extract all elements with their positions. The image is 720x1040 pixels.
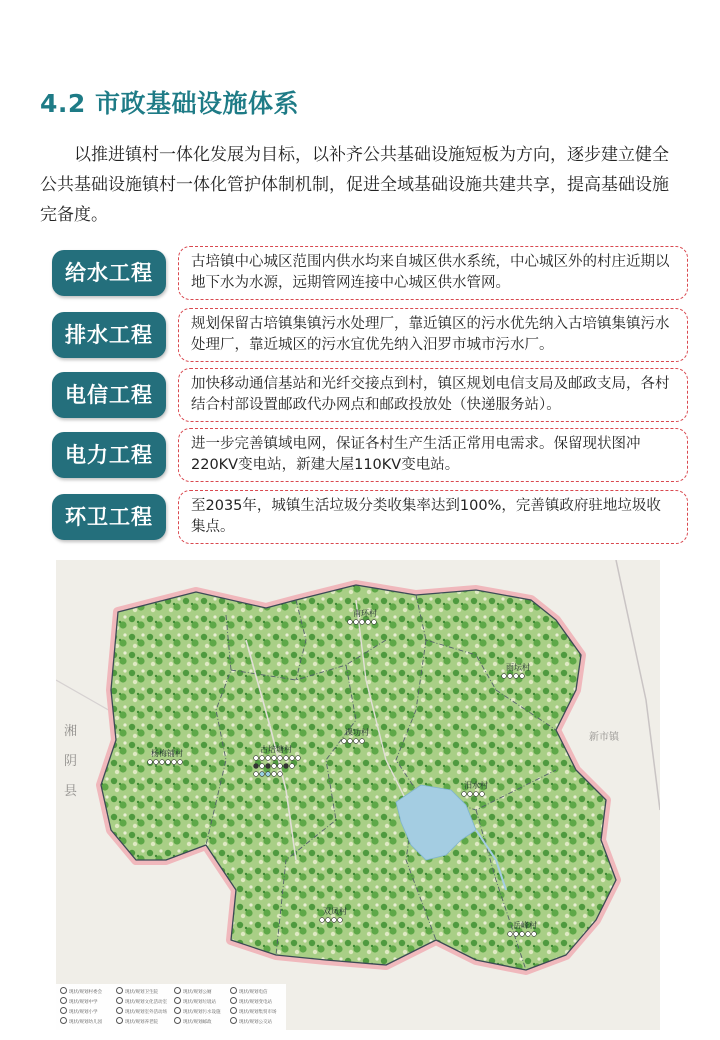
legend-swatch	[60, 987, 67, 994]
legend-item: 现状/规划村委会	[60, 987, 102, 996]
legend-swatch	[230, 1017, 237, 1024]
legend-swatch	[116, 1007, 123, 1014]
village-label: 岳峰村	[513, 921, 537, 930]
legend-swatch	[60, 1017, 67, 1024]
legend-item: 现状/规划小学	[60, 1007, 98, 1016]
facility-markers	[348, 620, 377, 625]
village-label: 雨坛村	[506, 663, 530, 672]
facility-markers	[508, 932, 537, 937]
legend-swatch	[116, 987, 123, 994]
legend-item: 现状/规划邮政	[174, 1017, 212, 1026]
item-tag: 给水工程	[52, 250, 166, 296]
legend-swatch	[174, 1007, 181, 1014]
legend-item: 现状/规划幼儿园	[60, 1017, 102, 1026]
item-sanitation	[52, 490, 688, 544]
legend-swatch	[230, 1007, 237, 1014]
item-description: 古培镇中心城区范围内供水均来自城区供水系统，中心城区外的村庄近期以地下水为水源，远期管网连接中心城区供水管网。	[178, 246, 688, 300]
legend-item: 现状/规划文化活动室	[116, 997, 167, 1006]
item-tag: 电信工程	[52, 372, 166, 418]
outside-label: 新市镇	[589, 732, 619, 743]
legend-swatch	[116, 997, 123, 1004]
item-description: 至2035年，城镇生活垃圾分类收集率达到100%，完善镇政府驻地垃圾收集点。	[178, 490, 688, 544]
item-power	[52, 428, 688, 482]
village-label: 汨水村	[464, 781, 488, 790]
legend-item: 现状/规划室外活动场	[116, 1007, 167, 1016]
item-drainage	[52, 308, 688, 362]
legend-swatch	[230, 987, 237, 994]
intro-paragraph: 以推进镇村一体化发展为目标，以补齐公共基础设施短板为方向，逐步建立健全公共基础设施镇村一体化管护体制机制，促进全域基础设施共建共享，提高基础设施完备度。	[40, 145, 669, 225]
legend-item: 现状/规划垃圾站	[174, 997, 216, 1006]
section-heading: 4.2 市政基础设施体系	[40, 89, 299, 118]
legend-swatch	[174, 1017, 181, 1024]
legend-item: 现状/规划公交站	[230, 1017, 272, 1026]
item-water-supply	[52, 246, 688, 300]
legend-swatch	[230, 997, 237, 1004]
map-legend	[56, 984, 286, 1030]
infrastructure-map	[56, 560, 660, 1030]
item-tag: 排水工程	[52, 312, 166, 358]
legend-item: 现状/规划卫生院	[116, 987, 158, 996]
outside-label: 湘	[64, 724, 78, 739]
legend-item: 现状/规划集贸市场	[230, 1007, 277, 1016]
item-description: 规划保留古培镇集镇污水处理厂，靠近镇区的污水优先纳入古培镇集镇污水处理厂，靠近城区的污水宜优先纳入汨罗市城市污水厂。	[178, 308, 688, 362]
legend-swatch	[60, 997, 67, 1004]
village-label: 双凤村	[323, 907, 347, 916]
item-tag: 电力工程	[52, 432, 166, 478]
legend-swatch	[60, 1007, 67, 1014]
village-label: 杨梅铺村	[151, 749, 183, 758]
outside-label: 阴	[64, 754, 78, 769]
outside-label: 县	[64, 784, 78, 799]
item-tag: 环卫工程	[52, 494, 166, 540]
item-description: 进一步完善镇域电网，保证各村生产生活正常用电需求。保留现状图冲220KV变电站，新建大屋110KV变电站。	[178, 428, 688, 482]
legend-item: 现状/规划污水设施	[174, 1007, 221, 1016]
legend-swatch	[116, 1017, 123, 1024]
village-label: 南环村	[353, 609, 377, 618]
legend-item: 现状/规划中学	[60, 997, 98, 1006]
legend-item: 现状/规划变电站	[230, 997, 272, 1006]
village-label: 古培塘村	[260, 745, 292, 754]
item-description: 加快移动通信基站和光纤交接点到村，镇区规划电信支局及邮政支局，各村结合村部设置邮政代办网点和邮政投放处（快递服务站）。	[178, 368, 688, 422]
legend-item: 现状/规划公厕	[174, 987, 212, 996]
legend-swatch	[174, 997, 181, 1004]
village-mishui	[462, 780, 488, 796]
village-label: 课功村	[345, 728, 369, 737]
legend-item: 现状/规划养老院	[116, 1017, 158, 1026]
legend-item: 现状/规划电信	[230, 987, 268, 996]
legend-swatch	[174, 987, 181, 994]
item-telecom	[52, 368, 688, 422]
